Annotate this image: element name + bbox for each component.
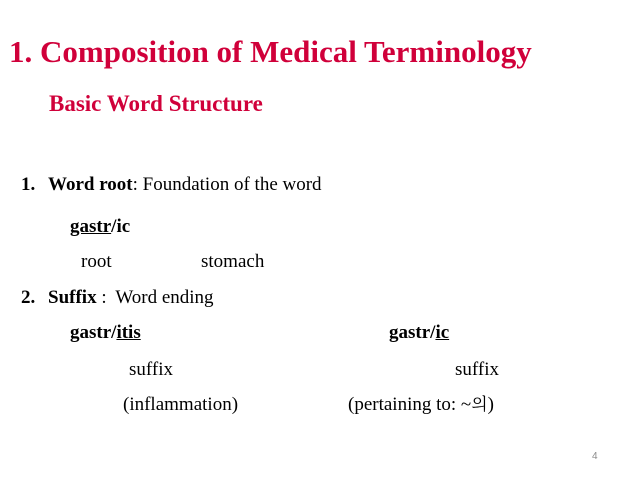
page-number: 4: [592, 451, 598, 462]
item-word-root: [21, 175, 322, 194]
example-gastric: [70, 217, 130, 236]
slide-title: 1. Composition of Medical Terminology: [9, 34, 532, 69]
slide-subtitle: Basic Word Structure: [49, 91, 263, 116]
example-gastric-suffix: [389, 323, 449, 342]
meaning-inflammation: (inflammation): [123, 394, 239, 415]
example-slash: /: [111, 322, 117, 343]
term-separator: :: [132, 174, 138, 195]
example-gastritis: [70, 323, 141, 342]
example-suffix: itis: [116, 322, 141, 343]
example-root: gastr: [70, 216, 112, 237]
example-ending: ic: [116, 216, 131, 237]
term-suffix: Suffix: [48, 287, 97, 308]
label-suffix-right: suffix: [455, 359, 499, 380]
example-slash: /: [111, 216, 117, 237]
term-description: Foundation of the word: [142, 174, 322, 195]
meaning-suffix: ): [487, 394, 494, 415]
term-description: Word ending: [115, 287, 214, 308]
term-word-root: Word root: [48, 174, 133, 195]
item-number: 1.: [21, 174, 36, 195]
label-stomach: stomach: [201, 251, 265, 272]
label-root: root: [81, 251, 112, 272]
meaning-korean: 의: [471, 395, 488, 415]
meaning-pertaining: [348, 395, 494, 414]
item-suffix: [21, 288, 214, 307]
meaning-prefix: (pertaining to: ~: [348, 394, 472, 415]
item-number: 2.: [21, 287, 36, 308]
example-suffix: ic: [435, 322, 450, 343]
label-suffix-left: suffix: [129, 359, 173, 380]
term-separator: :: [101, 287, 107, 308]
example-root: gastr: [389, 322, 431, 343]
example-root: gastr: [70, 322, 112, 343]
example-slash: /: [430, 322, 436, 343]
